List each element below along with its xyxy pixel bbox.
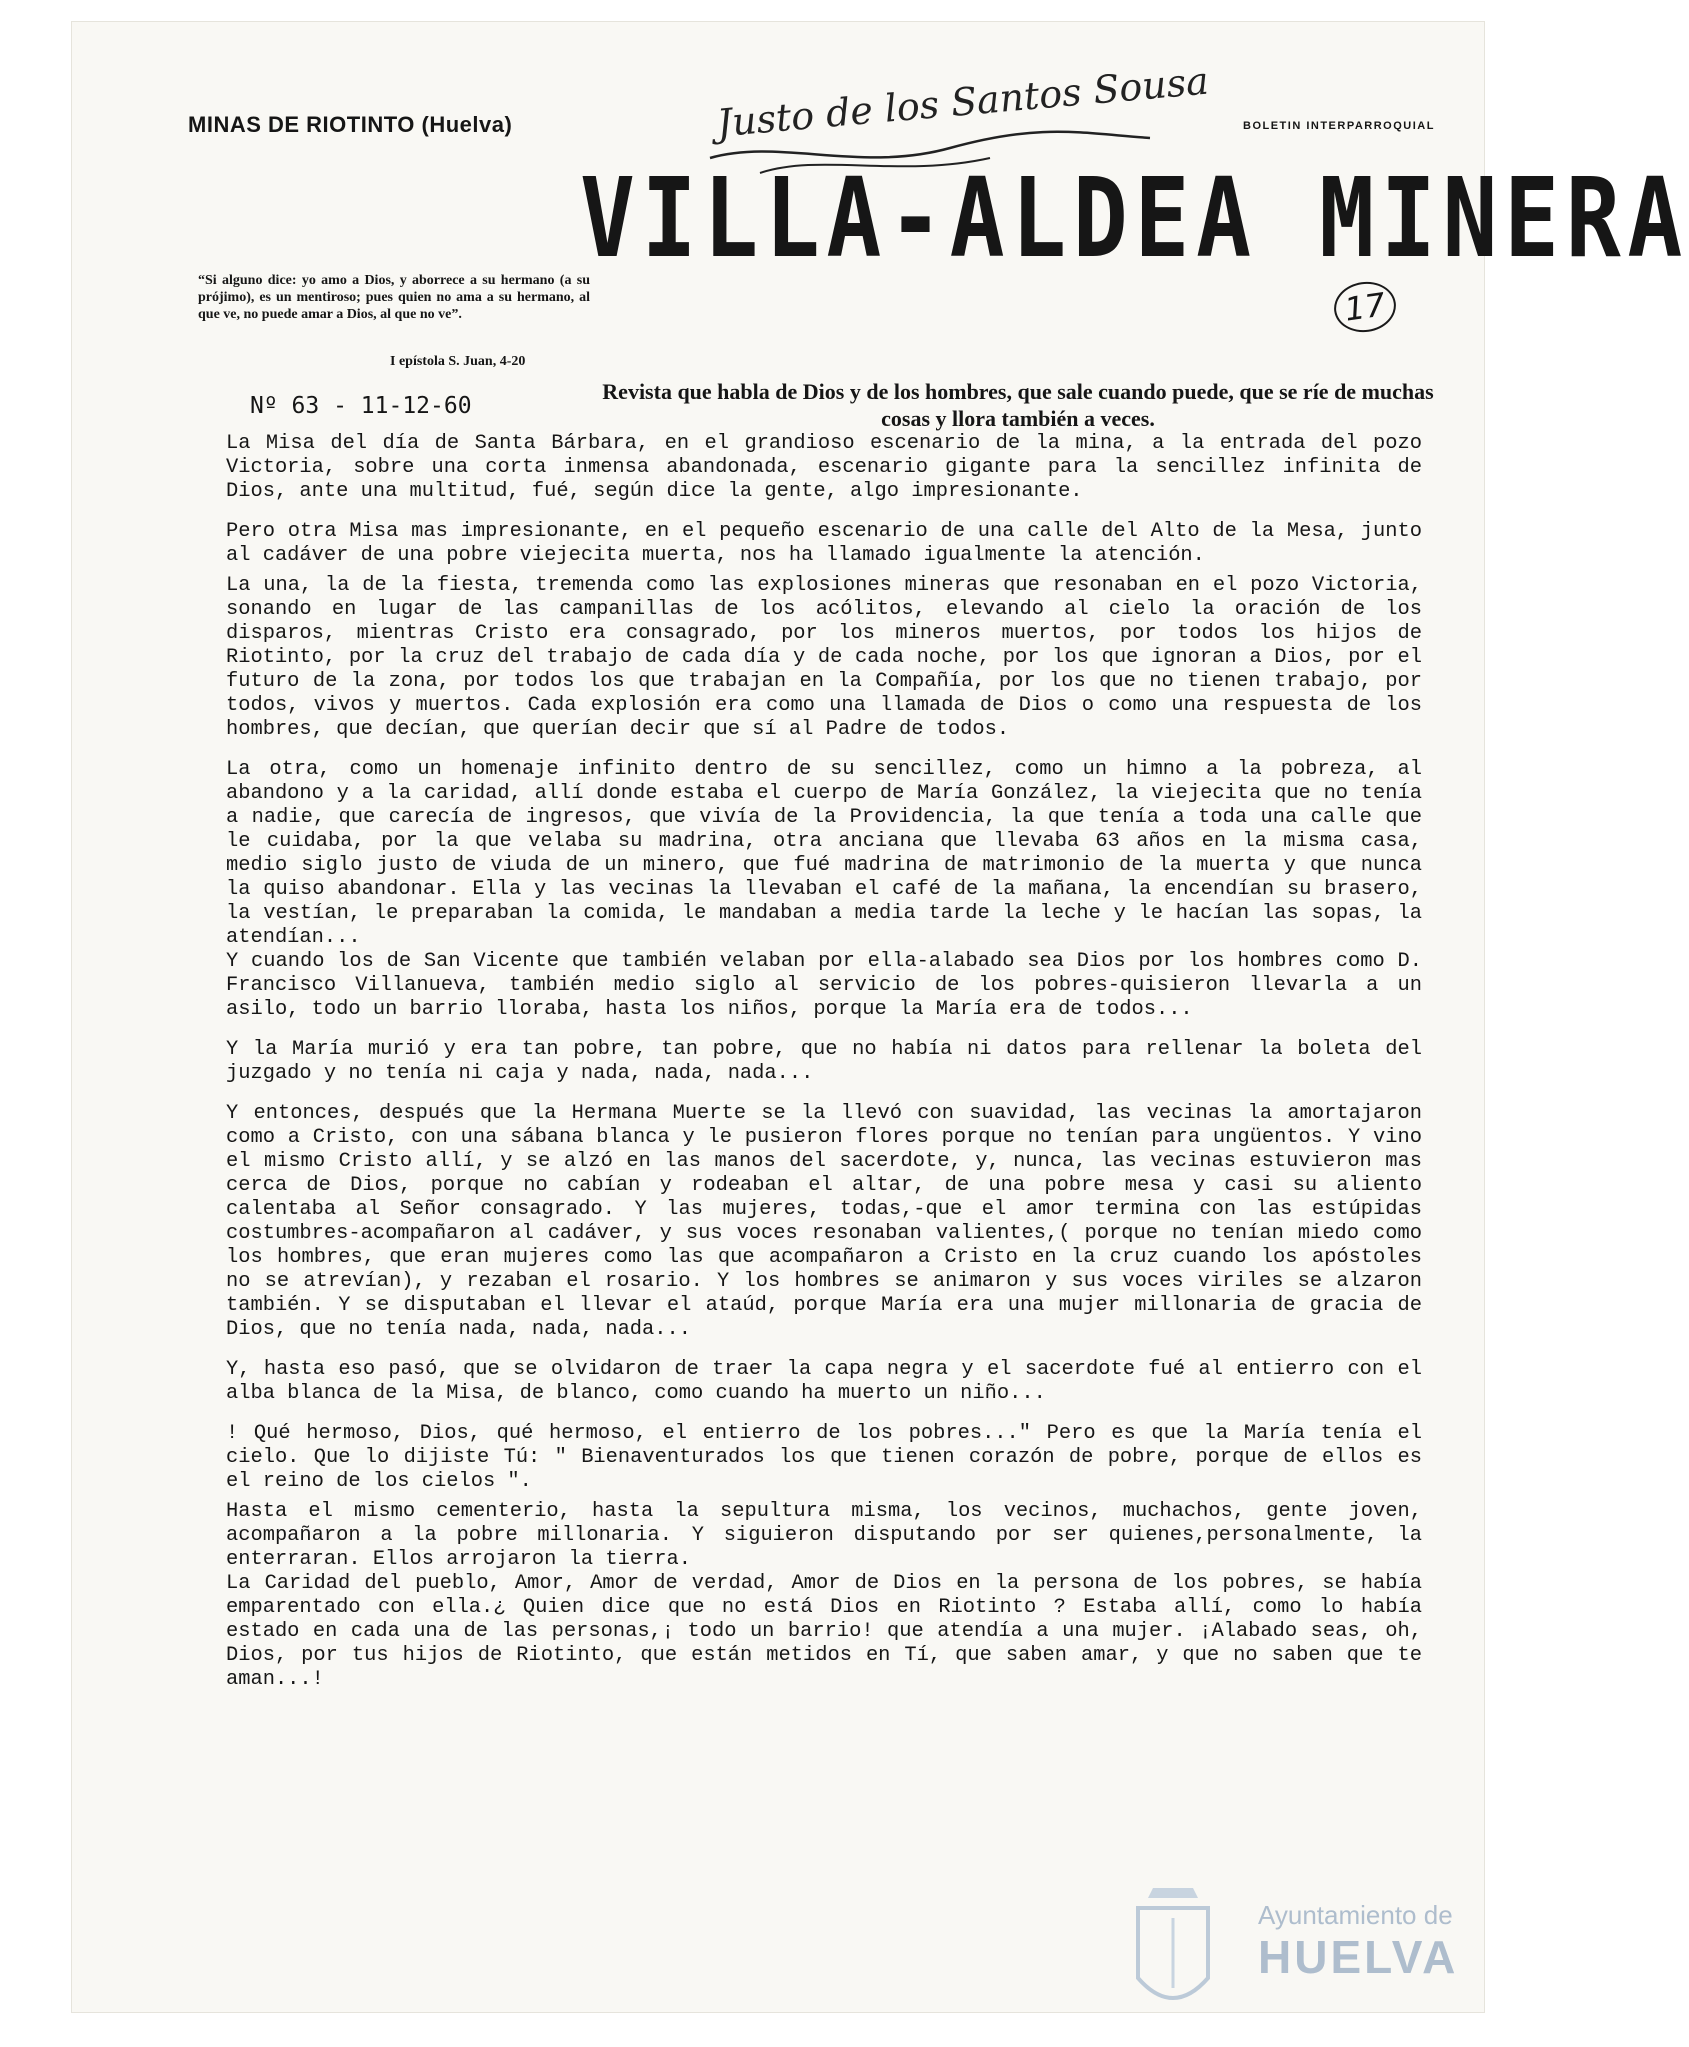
paragraph: La Caridad del pueblo, Amor, Amor de verdad, Amor de Dios en la persona de los pobres, se había emparentado con ella.¿ Quien dice que no está Dios en Riotinto ? Estaba allí, como lo había estado en cada una de las personas,¡ todo un barrio! que atendía a una mujer. ¡Alabado seas, oh, Dios, por tus hijos de Riotinto, que están metidos en Tí, que saben amar, y que no saben que te aman...!	[226, 1572, 1422, 1691]
article-body	[226, 432, 1422, 1692]
magazine-tagline: Revista que habla de Dios y de los hombres, que sale cuando puede, que se ríe de muchas cosas y llora también a veces.	[602, 379, 1434, 431]
watermark-line1: Ayuntamiento de	[1258, 1900, 1453, 1930]
handwritten-signature: Justo de los Santos Sousa	[715, 58, 1211, 146]
paragraph: Y entonces, después que la Hermana Muerte se la llevó con suavidad, las vecinas la amortajaron como a Cristo, con una sábana blanca y le pusieron flores porque no tenían para ungüentos. Y vino el mismo Cristo allí, y se alzó en las manos del sacerdote, y, nunca, las vecinas estuvieron mas cerca de Dios, porque no cabían y rodeaban el altar, de una pobre mesa y casi su aliento calentaba al Señor consagrado. Y las mujeres, todas,-que el amor termina con las estúpidas costumbres-acompañaron al cadáver, y sus voces resonaban valientes,( porque no tenían miedo como los hombres, que eran mujeres como las que acompañaron a Cristo en la cruz cuando los apóstoles no se atrevían), y rezaban el rosario. Y los hombres se animaron y sus voces viriles se alzaron también. Y se disputaban el llevar el ataúd, porque María era una mujer millonaria de gracia de Dios, que no tenía nada, nada, nada...	[226, 1102, 1422, 1341]
paragraph: Y, hasta eso pasó, que se olvidaron de traer la capa negra y el sacerdote fué al entierro con el alba blanca de la Misa, de blanco, como cuando ha muerto un niño...	[226, 1358, 1422, 1405]
paragraph: Y la María murió y era tan pobre, tan pobre, que no había ni datos para rellenar la boleta del juzgado y no tenía ni caja y nada, nada, nada...	[226, 1038, 1422, 1085]
watermark-line2: HUELVA	[1258, 1931, 1459, 1983]
location-header: MINAS DE RIOTINTO (Huelva)	[188, 112, 513, 137]
boletin-label: BOLETIN INTERPARROQUIAL	[1243, 120, 1435, 132]
paragraph: Y cuando los de San Vicente que también velaban por ella-alabado sea Dios por los hombres como D. Francisco Villanueva, también medio siglo al servicio de los pobres-quisieron llevarla a un asilo, todo un barrio lloraba, hasta los niños, porque la María era de todos...	[226, 950, 1422, 1021]
paragraph: La Misa del día de Santa Bárbara, en el grandioso escenario de la mina, a la entrada del pozo Victoria, sobre una corta inmensa abandonada, escenario gigante para la sencillez infinita de Dios, ante una multitud, fué, según dice la gente, algo impresionante.	[226, 432, 1422, 503]
paragraph: ! Qué hermoso, Dios, qué hermoso, el entierro de los pobres..." Pero es que la María tenía el cielo. Que lo dijiste Tú: " Bienaventurados los que tienen corazón de pobre, porque de ellos es el reino de los cielos ".	[226, 1422, 1422, 1493]
paragraph: Hasta el mismo cementerio, hasta la sepultura misma, los vecinos, muchachos, gente joven, acompañaron a la pobre millonaria. Y siguieron disputando por ser quienes,personalmente, la enterraran. Ellos arrojaron la tierra.	[226, 1500, 1422, 1571]
issue-number-date: Nº 63 - 11-12-60	[250, 393, 472, 419]
paragraph: La otra, como un homenaje infinito dentro de su sencillez, como un himno a la pobreza, al abandono y a la caridad, allí donde estaba el cuerpo de María González, la viejecita que no tenía a nadie, que carecía de ingresos, que vivía de la Providencia, la que tenía a toda una calle que le cuidaba, por la que velaba su madrina, otra anciana que llevaba 63 años en la misma casa, medio siglo justo de viuda de un minero, que fué madrina de matrimonio de la muerta y que nunca la quiso abandonar. Ella y las vecinas la llevaban el café de la mañana, la encendían su brasero, la vestían, le preparaban la comida, le mandaban a media tarde la leche y le hacían las sopas, la atendían...	[226, 758, 1422, 949]
paragraph: La una, la de la fiesta, tremenda como las explosiones mineras que resonaban en el pozo Victoria, sonando en lugar de las campanillas de los acólitos, elevando al cielo la oración de los disparos, mientras Cristo era consagrado, por los mineros muertos, por todos los hijos de Riotinto, por la cruz del trabajo de cada día y de cada noche, por los que ignoran a Dios, por el futuro de la zona, por todos los que trabajan en la Compañía, por los que no tienen trabajo, por todos, vivos y muertos. Cada explosión era como una llamada de Dios o como una respuesta de los hombres, que decían, que querían decir que sí al Padre de todos.	[226, 574, 1422, 741]
epigraph-reference: I epístola S. Juan, 4-20	[390, 354, 526, 369]
page-number-circled: 17	[1331, 278, 1399, 336]
epigraph-quote: “Si alguno dice: yo amo a Dios, y aborrece a su hermano (a su prójimo), es un mentiroso; pues quien no ama a su hermano, al que ve, no puede amar a Dios, al que no ve”.	[198, 273, 590, 322]
masthead-title: VILLA-ALDEA MINERA	[580, 154, 1689, 282]
paragraph: Pero otra Misa mas impresionante, en el pequeño escenario de una calle del Alto de la Mesa, junto al cadáver de una pobre viejecita muerta, nos ha llamado igualmente la atención.	[226, 520, 1422, 567]
